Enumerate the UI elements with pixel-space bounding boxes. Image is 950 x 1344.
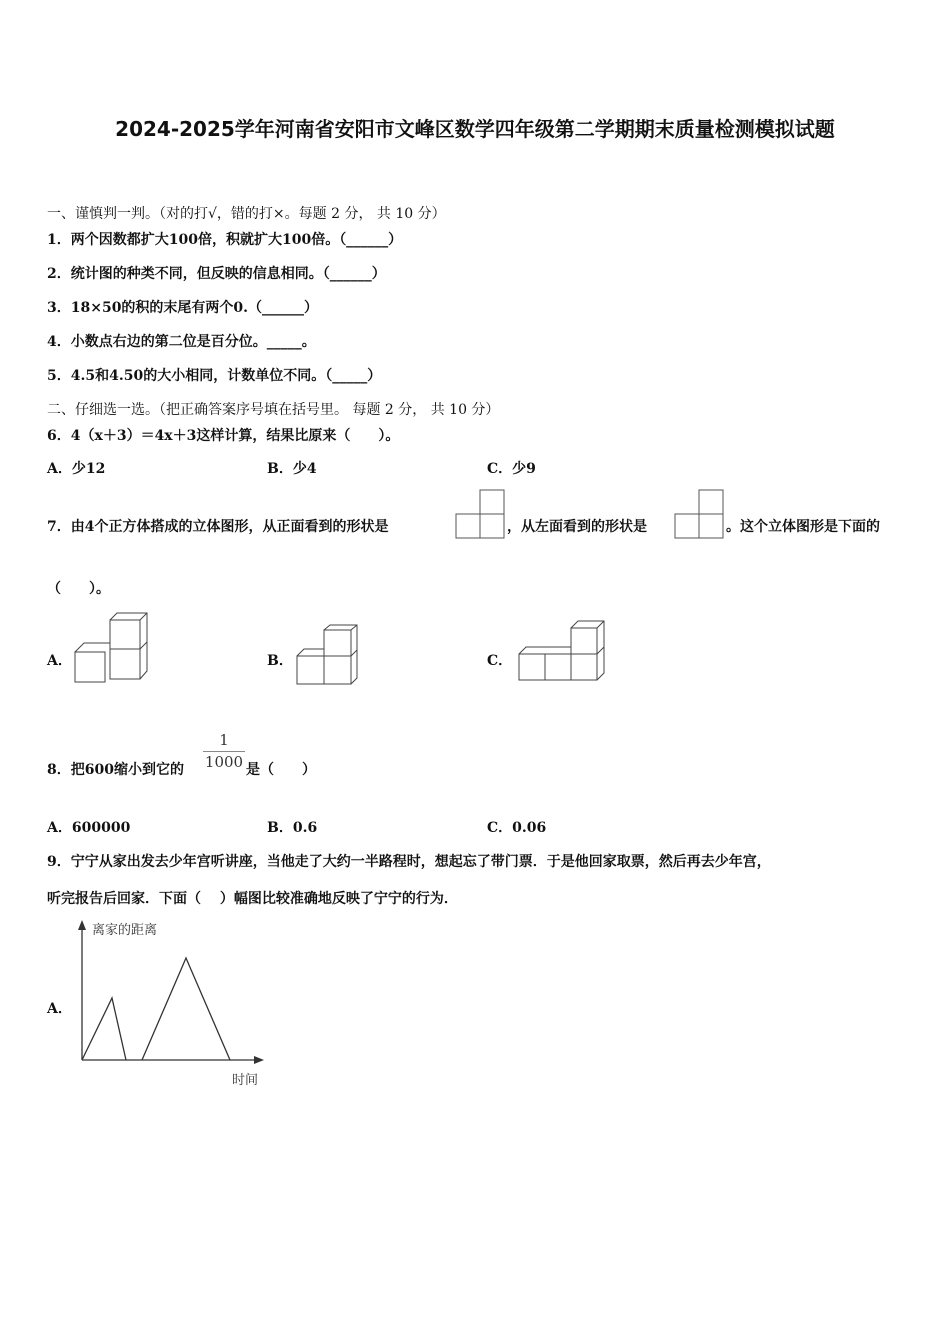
section-2-heading: 二、仔细选一选。（把正确答案序号填在括号里。 每题 2 分， 共 10 分）: [47, 402, 500, 418]
q7-option-b: B．: [267, 653, 293, 669]
page-title: 2024-2025学年河南省安阳市文峰区数学四年级第二学期期末质量检测模拟试题: [115, 117, 835, 141]
question-7-line2: （ ）。: [47, 581, 110, 597]
question-5: 5．4.5和4.50的大小相同，计数单位不同。（_____）: [47, 368, 382, 384]
q6-option-c: C．少9: [487, 461, 536, 477]
fraction-numerator: 1: [219, 731, 229, 749]
graph-x-label: 时间: [232, 1073, 259, 1088]
question-8-part1: 8．把600缩小到它的: [47, 762, 184, 778]
q9-option-a-graph: [74, 918, 274, 1090]
question-7-part3: 。这个立体图形是下面的: [726, 519, 880, 535]
left-view-figure: [674, 490, 724, 540]
question-1: 1．两个因数都扩大100倍，积就扩大100倍。（______）: [47, 232, 403, 248]
question-9-line2: 听完报告后回家．下面（ ）幅图比较准确地反映了宁宁的行为．: [47, 891, 458, 907]
section-1-heading: 一、谨慎判一判。（对的打√，错的打×。每题 2 分， 共 10 分）: [47, 206, 446, 222]
q8-option-c: C．0.06: [487, 820, 547, 836]
fraction-denominator: 1000: [204, 753, 244, 771]
q7-option-a: A．: [47, 653, 72, 669]
question-7-part1: 7．由4个正方体搭成的立体图形，从正面看到的形状是: [47, 519, 389, 535]
q8-option-a: A．600000: [47, 820, 131, 836]
question-2: 2．统计图的种类不同，但反映的信息相同。（______）: [47, 266, 386, 282]
question-7-part2: ，从左面看到的形状是: [507, 519, 647, 535]
graph-y-label: 离家的距离: [92, 923, 158, 938]
fraction: [203, 731, 245, 771]
q7-option-b-figure: [296, 624, 366, 688]
q7-option-c-figure: [518, 620, 610, 684]
q9-option-a: A．: [47, 1001, 72, 1017]
question-4: 4．小数点右边的第二位是百分位。_____。: [47, 334, 316, 350]
q7-option-a-figure: [74, 612, 154, 687]
question-9-line1: 9．宁宁从家出发去少年宫听讲座，当他走了大约一半路程时，想起忘了带门票．于是他回家取票，然后再去少年宫，: [47, 854, 771, 870]
question-3: 3．18×50的积的末尾有两个0.（______）: [47, 300, 319, 316]
question-6: 6．4（x＋3）＝4x＋3这样计算，结果比原来（ ）。: [47, 428, 400, 444]
front-view-figure: [455, 490, 505, 540]
q6-option-b: B．少4: [267, 461, 317, 477]
q6-option-a: A．少12: [47, 461, 106, 477]
question-8-part2: 是（ ）: [246, 762, 316, 778]
q7-option-c: C．: [487, 653, 513, 669]
q8-option-b: B．0.6: [267, 820, 318, 836]
